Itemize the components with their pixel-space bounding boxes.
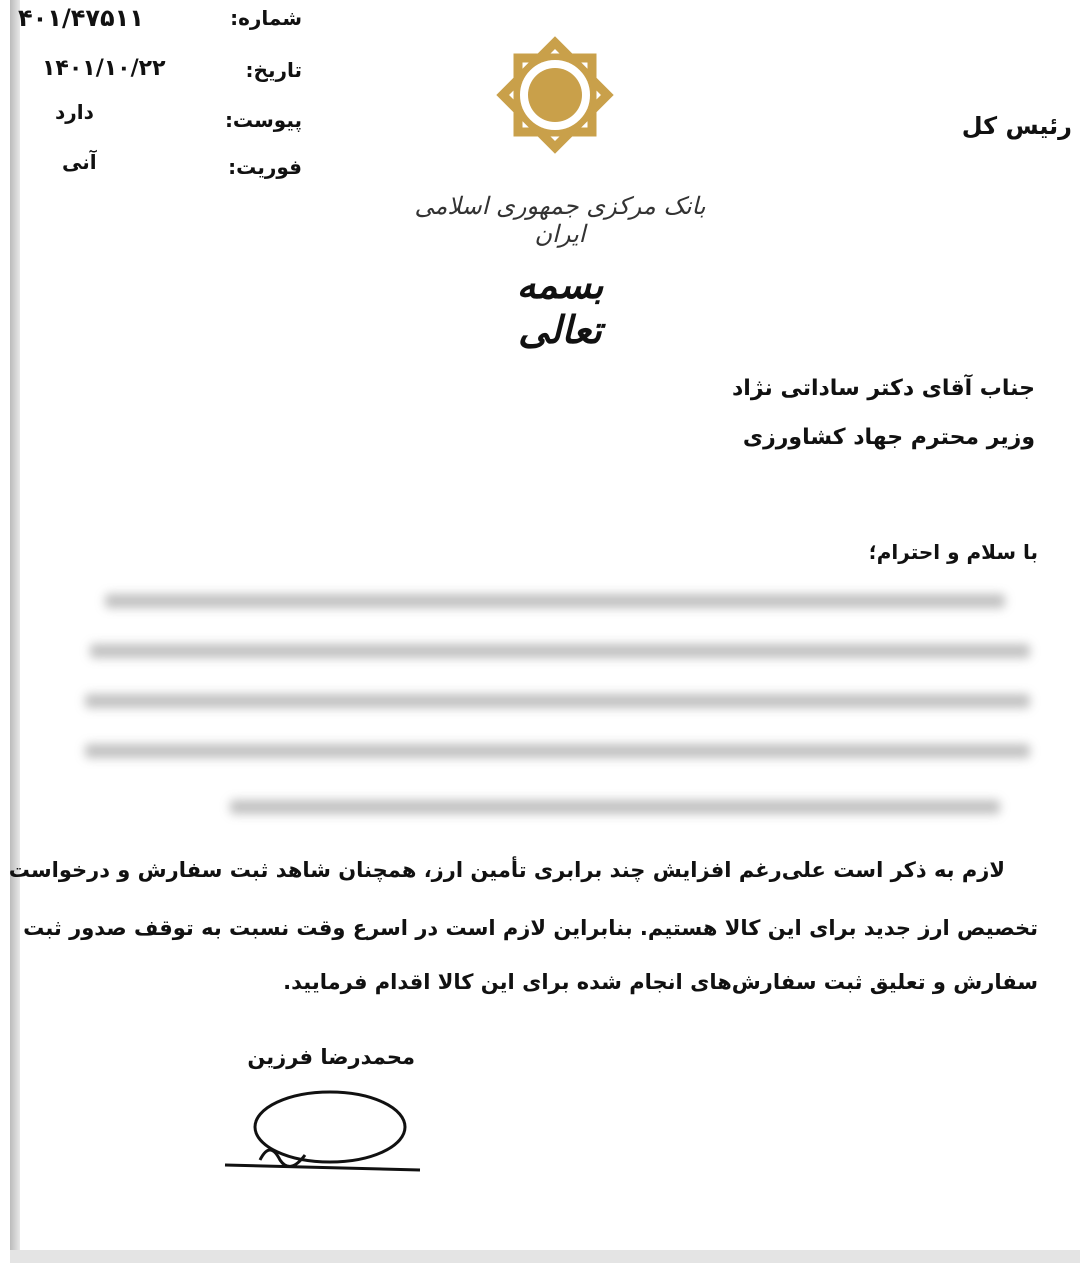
scan-edge <box>10 0 20 1250</box>
recipient-name: جناب آقای دکتر ساداتی نژاد <box>732 376 1035 401</box>
number-label: شماره: <box>230 6 302 30</box>
date-value: ۱۴۰۱/۱۰/۲۲ <box>42 56 166 81</box>
scan-edge-bottom <box>10 1250 1080 1263</box>
signer-name: محمدرضا فرزین <box>247 1045 415 1069</box>
body-line-1: لازم به ذکر است علی‌رغم افزایش چند برابری تأمین ارز، همچنان شاهد ثبت سفارش و درخواست <box>8 858 1005 882</box>
central-bank-logo-icon <box>490 30 620 160</box>
sender-title: رئیس کل <box>961 112 1072 140</box>
attachment-label: پیوست: <box>224 108 302 132</box>
invocation-calligraphy: بسمه تعالی <box>516 262 604 352</box>
attachment-value: دارد <box>55 100 94 124</box>
body-line-3: سفارش و تعلیق ثبت سفارش‌های انجام شده برای این کالا اقدام فرمایید. <box>283 970 1038 994</box>
urgency-label: فوریت: <box>228 155 302 179</box>
urgency-value: آنی <box>62 150 97 174</box>
date-label: تاریخ: <box>245 58 302 82</box>
signature-icon <box>220 1085 430 1185</box>
greeting: با سلام و احترام؛ <box>868 540 1038 564</box>
body-line-2: تخصیص ارز جدید برای این کالا هستیم. بنابراین لازم است در اسرع وقت نسبت به توقف صدور ثبت <box>23 916 1038 940</box>
number-value: ۴۰۱/۴۷۵۱۱ <box>18 4 144 32</box>
bank-name-logotype: بانک مرکزی جمهوری اسلامی ایران <box>414 192 706 248</box>
recipient-title: وزیر محترم جهاد کشاورزی <box>742 425 1035 450</box>
